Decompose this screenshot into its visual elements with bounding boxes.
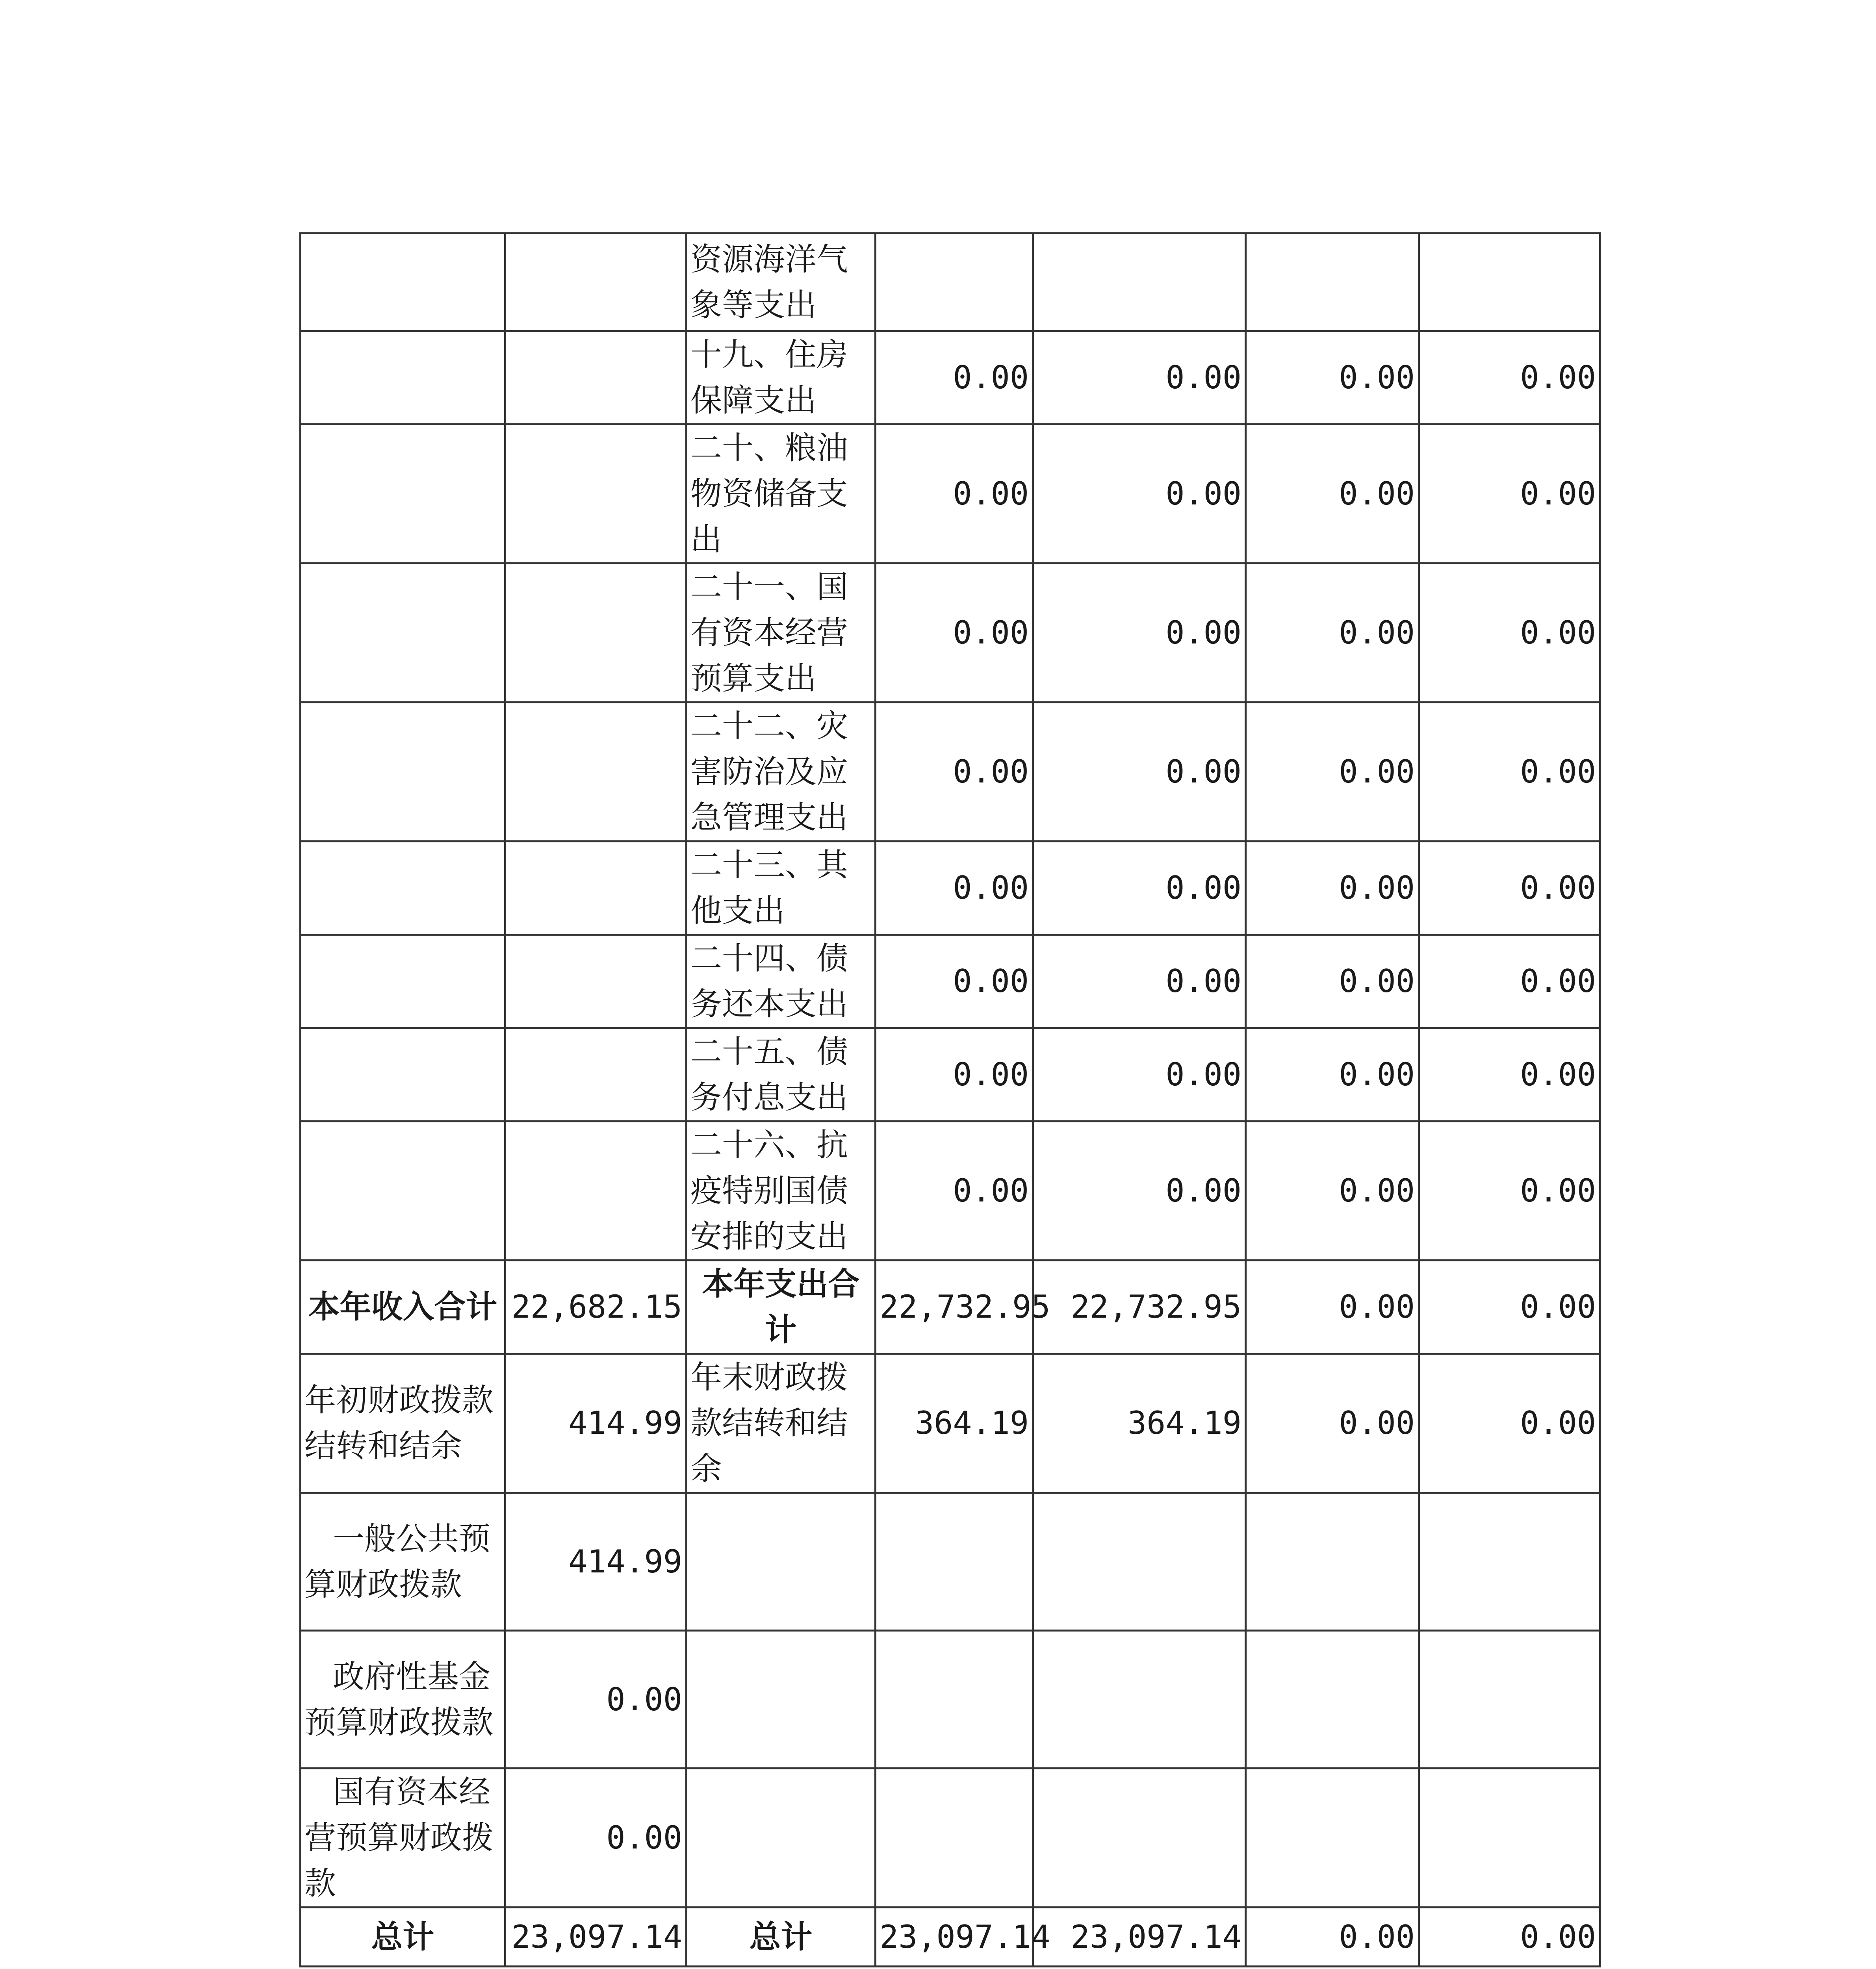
cell-general-budget: 0.00 (1033, 842, 1246, 935)
cell-income-amount: 414.99 (505, 1354, 687, 1493)
cell-expense-item: 总计 (687, 1908, 876, 1967)
cell-expense-total: 0.00 (876, 1122, 1033, 1261)
cell-income-amount: 22,682.15 (505, 1261, 687, 1354)
cell-state-capital: 0.00 (1419, 1354, 1600, 1493)
cell-general-budget: 0.00 (1033, 1028, 1246, 1122)
cell-state-capital: 0.00 (1419, 425, 1600, 564)
cell-gov-fund: 0.00 (1246, 1122, 1419, 1261)
cell-gov-fund: 0.00 (1246, 1261, 1419, 1354)
cell-expense-item (687, 1493, 876, 1631)
cell-state-capital (1419, 234, 1600, 331)
cell-expense-item: 二十三、其他支出 (687, 842, 876, 935)
cell-gov-fund: 0.00 (1246, 703, 1419, 842)
table-row-grand-total (301, 1908, 1600, 1967)
cell-gov-fund: 0.00 (1246, 564, 1419, 703)
cell-income-amount (505, 1028, 687, 1122)
cell-general-budget (1033, 1631, 1246, 1769)
cell-state-capital: 0.00 (1419, 331, 1600, 425)
cell-gov-fund: 0.00 (1246, 1028, 1419, 1122)
cell-income-item: 年初财政拨款结转和结余 (301, 1354, 505, 1493)
cell-expense-total (876, 1631, 1033, 1769)
cell-general-budget: 0.00 (1033, 564, 1246, 703)
cell-expense-item: 二十四、债务还本支出 (687, 935, 876, 1028)
cell-state-capital: 0.00 (1419, 703, 1600, 842)
cell-general-budget: 0.00 (1033, 935, 1246, 1028)
cell-expense-item: 二十、粮油物资储备支出 (687, 425, 876, 564)
cell-general-budget (1033, 1493, 1246, 1631)
cell-expense-total: 0.00 (876, 564, 1033, 703)
table-row (301, 234, 1600, 331)
cell-state-capital: 0.00 (1419, 1122, 1600, 1261)
cell-expense-total: 0.00 (876, 935, 1033, 1028)
cell-income-item: 国有资本经营预算财政拨款 (301, 1769, 505, 1908)
cell-state-capital (1419, 1631, 1600, 1769)
table-row (301, 703, 1600, 842)
cell-income-item (301, 842, 505, 935)
cell-gov-fund: 0.00 (1246, 331, 1419, 425)
table-row (301, 842, 1600, 935)
cell-income-amount (505, 331, 687, 425)
cell-expense-item: 资源海洋气象等支出 (687, 234, 876, 331)
table-row (301, 425, 1600, 564)
cell-expense-item: 二十二、灾害防治及应急管理支出 (687, 703, 876, 842)
cell-expense-item: 本年支出合计 (687, 1261, 876, 1354)
cell-income-item (301, 564, 505, 703)
table-row (301, 1631, 1600, 1769)
cell-expense-item (687, 1631, 876, 1769)
cell-income-item (301, 1122, 505, 1261)
cell-income-amount: 414.99 (505, 1493, 687, 1631)
cell-income-amount (505, 842, 687, 935)
cell-income-amount (505, 564, 687, 703)
cell-income-item (301, 1028, 505, 1122)
table-row (301, 1493, 1600, 1631)
financial-table (299, 232, 1601, 1967)
cell-income-item (301, 234, 505, 331)
table-row (301, 564, 1600, 703)
cell-gov-fund (1246, 1769, 1419, 1908)
cell-general-budget: 0.00 (1033, 425, 1246, 564)
cell-expense-item: 二十一、国有资本经营预算支出 (687, 564, 876, 703)
cell-expense-total: 0.00 (876, 1028, 1033, 1122)
cell-income-amount: 0.00 (505, 1631, 687, 1769)
cell-income-item: 一般公共预算财政拨款 (301, 1493, 505, 1631)
cell-expense-total: 364.19 (876, 1354, 1033, 1493)
cell-income-item: 总计 (301, 1908, 505, 1967)
table-row (301, 1769, 1600, 1908)
table-row (301, 1122, 1600, 1261)
table-row (301, 331, 1600, 425)
cell-gov-fund: 0.00 (1246, 1354, 1419, 1493)
cell-state-capital (1419, 1769, 1600, 1908)
cell-general-budget: 22,732.95 (1033, 1261, 1246, 1354)
cell-expense-total: 0.00 (876, 703, 1033, 842)
cell-gov-fund (1246, 1493, 1419, 1631)
cell-expense-item: 二十六、抗疫特别国债安排的支出 (687, 1122, 876, 1261)
cell-income-item: 本年收入合计 (301, 1261, 505, 1354)
cell-expense-item: 二十五、债务付息支出 (687, 1028, 876, 1122)
cell-general-budget: 0.00 (1033, 1122, 1246, 1261)
cell-expense-total: 22,732.95 (876, 1261, 1033, 1354)
cell-expense-total: 0.00 (876, 331, 1033, 425)
cell-income-item (301, 703, 505, 842)
cell-income-amount: 0.00 (505, 1769, 687, 1908)
cell-income-amount (505, 425, 687, 564)
cell-general-budget: 364.19 (1033, 1354, 1246, 1493)
cell-expense-total (876, 1493, 1033, 1631)
cell-state-capital: 0.00 (1419, 935, 1600, 1028)
table-row (301, 1028, 1600, 1122)
cell-state-capital: 0.00 (1419, 1261, 1600, 1354)
table-row (301, 1354, 1600, 1493)
cell-expense-total: 0.00 (876, 425, 1033, 564)
cell-gov-fund (1246, 1631, 1419, 1769)
cell-gov-fund: 0.00 (1246, 425, 1419, 564)
cell-expense-total (876, 234, 1033, 331)
cell-income-amount (505, 1122, 687, 1261)
cell-general-budget: 23,097.14 (1033, 1908, 1246, 1967)
cell-income-amount: 23,097.14 (505, 1908, 687, 1967)
cell-expense-total: 23,097.14 (876, 1908, 1033, 1967)
table-row (301, 935, 1600, 1028)
cell-expense-item: 年末财政拨款结转和结余 (687, 1354, 876, 1493)
cell-expense-item: 十九、住房保障支出 (687, 331, 876, 425)
cell-state-capital: 0.00 (1419, 1028, 1600, 1122)
cell-income-item (301, 935, 505, 1028)
cell-gov-fund: 0.00 (1246, 1908, 1419, 1967)
cell-income-item: 政府性基金预算财政拨款 (301, 1631, 505, 1769)
table-row-year-total (301, 1261, 1600, 1354)
cell-gov-fund: 0.00 (1246, 935, 1419, 1028)
cell-expense-total: 0.00 (876, 842, 1033, 935)
cell-income-item (301, 425, 505, 564)
cell-general-budget (1033, 234, 1246, 331)
cell-income-amount (505, 703, 687, 842)
cell-general-budget: 0.00 (1033, 703, 1246, 842)
cell-general-budget (1033, 1769, 1246, 1908)
cell-state-capital (1419, 1493, 1600, 1631)
cell-state-capital: 0.00 (1419, 1908, 1600, 1967)
cell-gov-fund: 0.00 (1246, 842, 1419, 935)
cell-income-amount (505, 935, 687, 1028)
cell-state-capital: 0.00 (1419, 564, 1600, 703)
cell-state-capital: 0.00 (1419, 842, 1600, 935)
cell-income-item (301, 331, 505, 425)
cell-income-amount (505, 234, 687, 331)
cell-general-budget: 0.00 (1033, 331, 1246, 425)
cell-gov-fund (1246, 234, 1419, 331)
cell-expense-total (876, 1769, 1033, 1908)
cell-expense-item (687, 1769, 876, 1908)
